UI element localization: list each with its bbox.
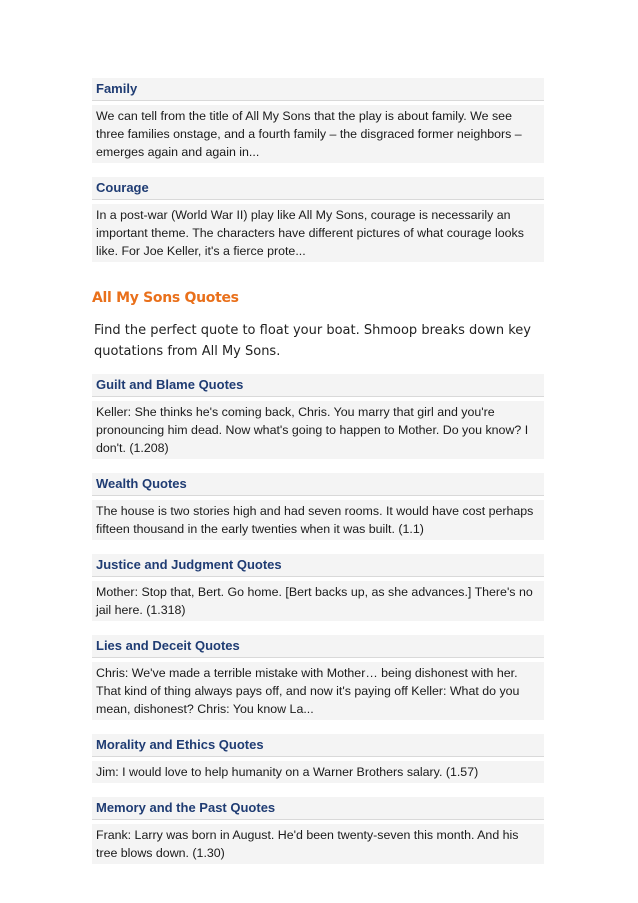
quote-body-guilt: Keller: She thinks he's coming back, Chris. You marry that girl and you're pronouncing him dead. Now what's going to happen to Mother. Do you know? I don't. (1.208) [92,401,544,459]
document-page [92,78,544,878]
quote-block-morality [92,734,544,783]
quote-body-memory: Frank: Larry was born in August. He'd been twenty-seven this month. And his tree blows down. (1.30) [92,824,544,864]
theme-title-family[interactable]: Family [92,78,544,101]
quote-body-lies: Chris: We've made a terrible mistake with Mother… being dishonest with her. That kind of thing always pays off, and now it's paying off Keller: What do you mean, dishonest? Chris: You know La... [92,662,544,720]
quote-title-guilt[interactable]: Guilt and Blame Quotes [92,374,544,397]
quote-title-morality[interactable]: Morality and Ethics Quotes [92,734,544,757]
quote-title-memory[interactable]: Memory and the Past Quotes [92,797,544,820]
quote-block-justice [92,554,544,621]
quote-title-lies[interactable]: Lies and Deceit Quotes [92,635,544,658]
quote-body-morality: Jim: I would love to help humanity on a Warner Brothers salary. (1.57) [92,761,544,783]
theme-summary-family: We can tell from the title of All My Sons that the play is about family. We see three families onstage, and a fourth family – the disgraced former neighbors – emerges again and again in... [92,105,544,163]
quote-block-lies [92,635,544,720]
theme-summary-courage: In a post-war (World War II) play like All My Sons, courage is necessarily an important theme. The characters have different pictures of what courage looks like. For Joe Keller, it's a fierce prote... [92,204,544,262]
quote-body-justice: Mother: Stop that, Bert. Go home. [Bert backs up, as she advances.] There's no jail here. (1.318) [92,581,544,621]
quote-block-memory [92,797,544,864]
theme-block-family [92,78,544,163]
quote-body-wealth: The house is two stories high and had seven rooms. It would have cost perhaps fifteen thousand in the early twenties when it was built. (1.1) [92,500,544,540]
theme-block-courage [92,177,544,262]
quote-title-justice[interactable]: Justice and Judgment Quotes [92,554,544,577]
theme-title-courage[interactable]: Courage [92,177,544,200]
quote-block-guilt [92,374,544,459]
quotes-section-intro: Find the perfect quote to float your boat. Shmoop breaks down key quotations from All My Sons. [94,323,531,359]
quotes-section-heading: All My Sons Quotes [92,290,239,306]
quote-title-wealth[interactable]: Wealth Quotes [92,473,544,496]
quote-block-wealth [92,473,544,540]
